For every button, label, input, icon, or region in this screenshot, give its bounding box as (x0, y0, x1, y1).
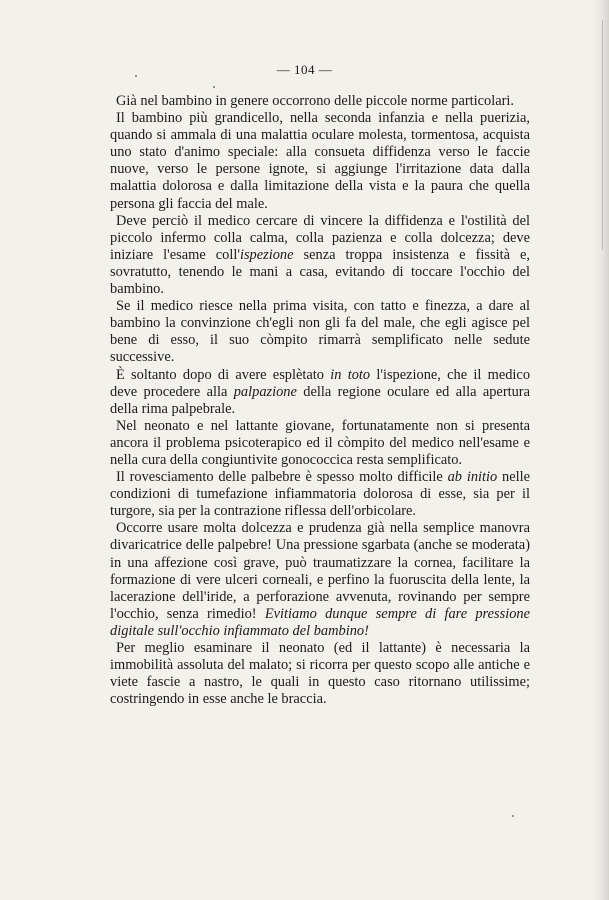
italic-run: ispezione (239, 246, 294, 263)
text-run: Per meglio esaminare il neonato (ed il lattante) è necessaria la immobilità assoluta del malato; si ricorra per questo scopo alle antiche e viete fascie a nastro, le quali in questo caso ritornano utilissime; costringendo in esse anche le braccia. (110, 640, 530, 708)
text-run: Il rovesciamento delle palbebre è spesso molto difficile (116, 469, 448, 486)
italic-run: Evitiamo dunque sempre di fare pressione digitale sull'occhio infiammato del bambino! (110, 605, 530, 639)
text-run: Occorre usare molta dolcezza e prudenza già nella semplice manovra divaricatrice delle palpebre! Una pressione sgarbata (anche se moderata) in una affezione così grave, può traumatizzare la cornea, facilitare la formazione di vere ulceri corneali, e perfino la fuoruscita della lente, la lacerazione dell'iride, a perforazione avvenuta, rovinando per sempre l'occhio, senza rimedio! (110, 520, 530, 622)
paper-speck (135, 75, 137, 77)
text-run: Deve perciò il medico cercare di vincere la diffidenza e l'ostilità del piccolo infermo colla calma, colla pazienza e colla dolcezza; deve iniziare l'esame coll' (110, 212, 530, 263)
italic-run: in toto (330, 366, 371, 383)
text-run: nelle condizioni di tumefazione infiammatoria dolorosa di esse, sia per il turgore, sia per la contrazione riflessa dell'orbicolare. (110, 469, 530, 520)
body-text (110, 93, 530, 708)
paragraph-1 (110, 93, 530, 110)
text-run: Nel neonato e nel lattante giovane, fortunatamente non si presenta ancora il problema psicoterapico ed il còmpito del medico nell'esame e nella cura della congiuntivite gonococcica resta semplificato. (110, 417, 530, 468)
text-run: della regione oculare ed alla apertura della rima palpebrale. (110, 383, 530, 417)
text-run: senza troppa insistenza e fissità e, sovratutto, tenendo le mani a casa, evitando di toccare l'occhio del bambino. (110, 246, 530, 298)
page-edge-line (602, 20, 603, 250)
paragraph-4 (110, 298, 530, 366)
text-run: Se il medico riesce nella prima visita, con tatto e finezza, a dare al bambino la convinzione ch'egli non gli fa del male, che egli agisce pel bene di esso, il suo còmpito rimarrà semplificato nelle sedute successive. (110, 298, 530, 366)
paper-speck (213, 86, 215, 88)
text-run: l'ispezione, che il medico deve procedere alla (110, 366, 531, 400)
italic-run: palpazione (233, 383, 297, 400)
paragraph-2 (110, 110, 530, 213)
italic-run: ab initio (447, 469, 498, 486)
page-edge-shadow (593, 0, 609, 900)
paragraph-8 (110, 520, 530, 640)
paragraph-9 (110, 640, 530, 708)
page-number: — 104 — (276, 62, 333, 77)
text-run: Il bambino più grandicello, nella seconda infanzia e nella puerizia, quando si ammala di una malattia oculare molesta, tormentosa, acquista uno stato d'animo speciale: alla consueta diffidenza verso le faccie nuove, verso le persone ignote, si aggiunge l'irritazione data dalla malattia dolorosa e dalla limitazione della vista e la paura che quella persona gli faccia del male. (110, 110, 530, 212)
paragraph-6 (110, 418, 530, 469)
text-run: Già nel bambino in genere occorrono delle piccole norme particolari. (116, 93, 514, 109)
paper-speck (512, 815, 514, 817)
paragraph-7 (110, 469, 530, 520)
paragraph-5 (110, 367, 530, 418)
text-run: È soltanto dopo di avere esplètato (116, 366, 331, 383)
paragraph-3 (110, 213, 530, 298)
